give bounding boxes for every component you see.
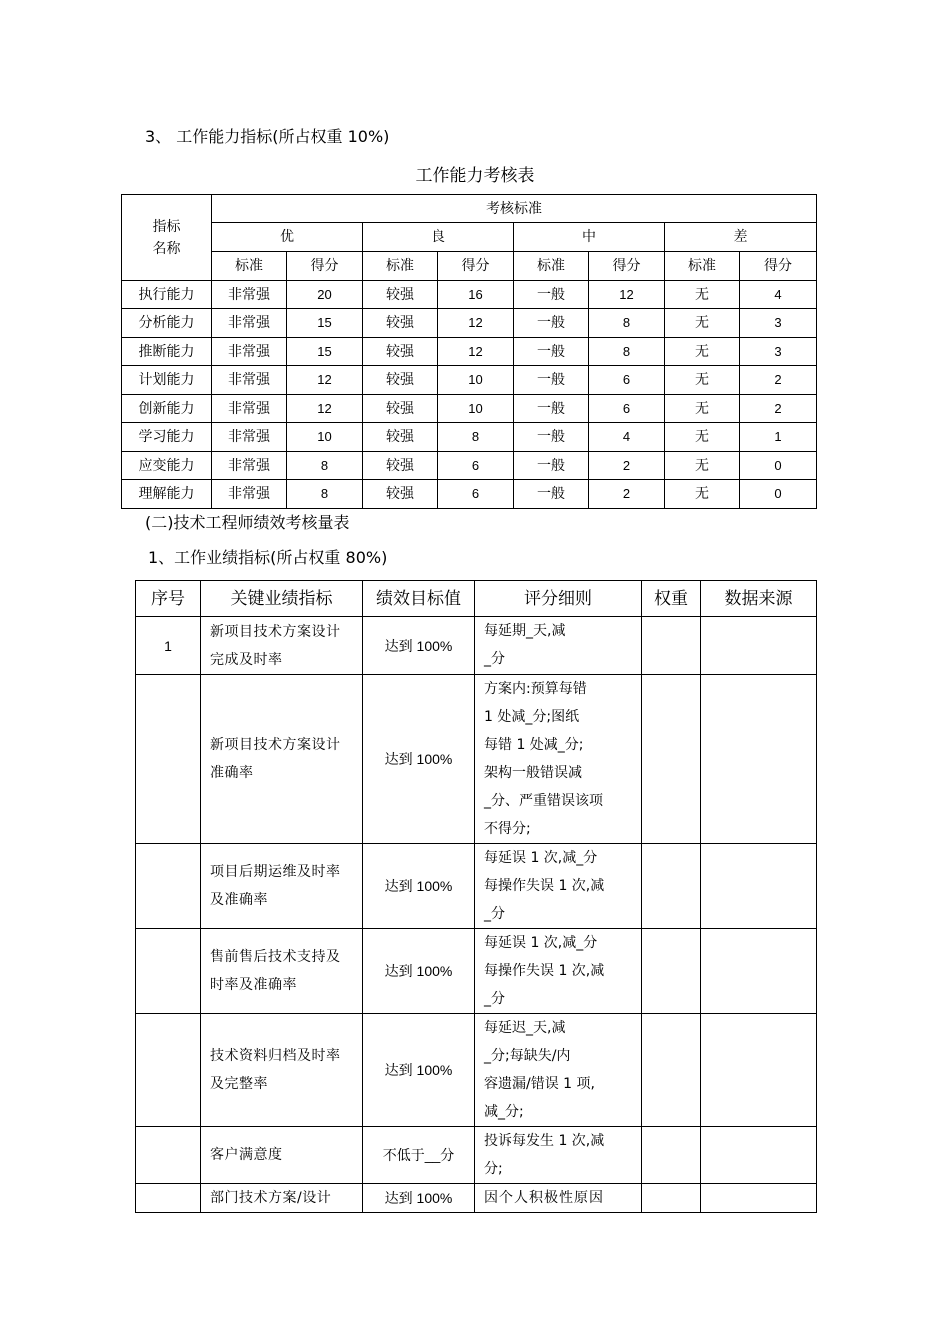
indicator-name: 理解能力 [122, 480, 212, 509]
scoring-rule: 因个人积极性原因 [475, 1184, 642, 1213]
sub-header: 得分 [287, 252, 363, 281]
target-value: 达到 100% [363, 1014, 475, 1127]
sub-header: 得分 [589, 252, 665, 281]
column-header: 序号 [136, 581, 201, 617]
scoring-rule: 投诉每发生 1 次,减 分; [475, 1127, 642, 1184]
table-cell: 非常强 [212, 395, 287, 423]
scoring-rule: 方案内:预算每错 1 处减_分;图纸 每错 1 处减_分; 架构一般错误减 _分、严重错误该项 不得分; [475, 675, 642, 844]
indicator-name: 计划能力 [122, 366, 212, 395]
corner-label: 指标 名称 [122, 195, 212, 281]
table-cell: 8 [438, 423, 514, 452]
table-cell: 较强 [363, 309, 438, 338]
column-header: 数据来源 [701, 581, 817, 617]
column-header: 评分细则 [475, 581, 642, 617]
table-cell: 3 [740, 338, 817, 366]
level-header: 中 [514, 223, 665, 252]
target-value: 不低于__分 [363, 1127, 475, 1184]
table-row [136, 617, 817, 675]
row-number [136, 929, 201, 1014]
indicator-name: 推断能力 [122, 338, 212, 366]
weight-cell [642, 675, 701, 844]
indicator-name: 应变能力 [122, 452, 212, 480]
table-row [122, 338, 817, 366]
kpi-name: 项目后期运维及时率及准确率 [201, 844, 363, 929]
table-cell: 较强 [363, 480, 438, 509]
table-cell: 2 [589, 452, 665, 480]
indicator-name: 创新能力 [122, 395, 212, 423]
table-row [122, 366, 817, 395]
table-cell: 非常强 [212, 309, 287, 338]
table-cell: 较强 [363, 423, 438, 452]
table-cell: 无 [665, 480, 740, 509]
sub-header: 得分 [740, 252, 817, 281]
table-cell: 6 [589, 366, 665, 395]
source-cell [701, 675, 817, 844]
table-cell: 3 [740, 309, 817, 338]
table-cell: 20 [287, 281, 363, 309]
row-number [136, 675, 201, 844]
table-cell: 2 [740, 395, 817, 423]
table-row [122, 395, 817, 423]
table-row [136, 1184, 817, 1213]
weight-cell [642, 929, 701, 1014]
table-cell: 非常强 [212, 452, 287, 480]
sub-header: 标准 [665, 252, 740, 281]
table-cell: 非常强 [212, 281, 287, 309]
sub-header: 标准 [212, 252, 287, 281]
source-cell [701, 844, 817, 929]
table-caption: 工作能力考核表 [415, 166, 535, 186]
table-cell: 6 [438, 452, 514, 480]
row-number: 1 [136, 617, 201, 675]
work-ability-table [121, 194, 817, 509]
weight-cell [642, 1014, 701, 1127]
table-cell: 15 [287, 338, 363, 366]
table-cell: 较强 [363, 366, 438, 395]
kpi-name: 部门技术方案/设计 [201, 1184, 363, 1213]
column-header: 绩效目标值 [363, 581, 475, 617]
table-cell: 非常强 [212, 423, 287, 452]
table-cell: 无 [665, 366, 740, 395]
column-header: 关键业绩指标 [201, 581, 363, 617]
scoring-rule: 每延迟_天,减 _分;每缺失/内 容遗漏/错误 1 项, 减_分; [475, 1014, 642, 1127]
section-heading-work-ability: 3、 工作能力指标(所占权重 10%) [145, 127, 390, 146]
table-cell: 一般 [514, 452, 589, 480]
table-cell: 10 [438, 366, 514, 395]
target-value: 达到 100% [363, 617, 475, 675]
kpi-name: 客户满意度 [201, 1127, 363, 1184]
table-cell: 10 [287, 423, 363, 452]
kpi-name: 新项目技术方案设计准确率 [201, 675, 363, 844]
table-cell: 10 [438, 395, 514, 423]
indicator-name: 执行能力 [122, 281, 212, 309]
target-value: 达到 100% [363, 844, 475, 929]
table-row [122, 452, 817, 480]
level-header: 优 [212, 223, 363, 252]
row-number [136, 1014, 201, 1127]
table-cell: 一般 [514, 480, 589, 509]
table-cell: 16 [438, 281, 514, 309]
level-header: 良 [363, 223, 514, 252]
source-cell [701, 929, 817, 1014]
table-cell: 非常强 [212, 480, 287, 509]
table-cell: 8 [589, 309, 665, 338]
target-value: 达到 100% [363, 929, 475, 1014]
table-cell: 15 [287, 309, 363, 338]
weight-cell [642, 1184, 701, 1213]
row-number [136, 1127, 201, 1184]
source-cell [701, 1127, 817, 1184]
table-cell: 非常强 [212, 338, 287, 366]
table-cell: 0 [740, 452, 817, 480]
table-row [122, 309, 817, 338]
table-cell: 8 [287, 452, 363, 480]
column-header: 权重 [642, 581, 701, 617]
table-cell: 12 [287, 366, 363, 395]
table-cell: 12 [438, 309, 514, 338]
table-cell: 较强 [363, 338, 438, 366]
table-row [136, 1014, 817, 1127]
kpi-name: 售前售后技术支持及时率及准确率 [201, 929, 363, 1014]
target-value: 达到 100% [363, 1184, 475, 1213]
table-cell: 8 [287, 480, 363, 509]
table-cell: 无 [665, 423, 740, 452]
sub-header: 标准 [363, 252, 438, 281]
section-heading-performance: 1、工作业绩指标(所占权重 80%) [148, 548, 388, 567]
weight-cell [642, 1127, 701, 1184]
sub-header: 标准 [514, 252, 589, 281]
table-row [122, 423, 817, 452]
table-cell: 无 [665, 309, 740, 338]
table-cell: 无 [665, 338, 740, 366]
table-row [122, 480, 817, 509]
table-cell: 8 [589, 338, 665, 366]
table-row [136, 929, 817, 1014]
table-cell: 6 [589, 395, 665, 423]
table-row [136, 675, 817, 844]
table-cell: 4 [589, 423, 665, 452]
performance-kpi-table [135, 580, 817, 1213]
table-cell: 12 [287, 395, 363, 423]
kpi-name: 新项目技术方案设计完成及时率 [201, 617, 363, 675]
scoring-rule: 每延误 1 次,减_分 每操作失误 1 次,减 _分 [475, 929, 642, 1014]
source-cell [701, 1184, 817, 1213]
sub-header: 得分 [438, 252, 514, 281]
table-cell: 无 [665, 452, 740, 480]
weight-cell [642, 844, 701, 929]
sub-header-row [122, 252, 817, 281]
table-row [122, 281, 817, 309]
table-row [136, 844, 817, 929]
table-row [136, 1127, 817, 1184]
group-header: 考核标准 [212, 195, 817, 223]
header-row [136, 581, 817, 617]
table-cell: 一般 [514, 366, 589, 395]
table-cell: 12 [589, 281, 665, 309]
table-cell: 12 [438, 338, 514, 366]
table-cell: 6 [438, 480, 514, 509]
source-cell [701, 617, 817, 675]
level-header: 差 [665, 223, 817, 252]
table-cell: 一般 [514, 309, 589, 338]
weight-cell [642, 617, 701, 675]
table-cell: 非常强 [212, 366, 287, 395]
section-heading-tech-engineer: (二)技术工程师绩效考核量表 [145, 513, 350, 532]
table-cell: 较强 [363, 281, 438, 309]
table-cell: 0 [740, 480, 817, 509]
source-cell [701, 1014, 817, 1127]
table-cell: 较强 [363, 395, 438, 423]
indicator-name: 学习能力 [122, 423, 212, 452]
scoring-rule: 每延误 1 次,减_分 每操作失误 1 次,减 _分 [475, 844, 642, 929]
row-number [136, 844, 201, 929]
table-cell: 一般 [514, 281, 589, 309]
table-cell: 2 [740, 366, 817, 395]
table-cell: 较强 [363, 452, 438, 480]
table-cell: 1 [740, 423, 817, 452]
table-cell: 一般 [514, 395, 589, 423]
table-cell: 无 [665, 281, 740, 309]
table-cell: 一般 [514, 338, 589, 366]
table-cell: 2 [589, 480, 665, 509]
table-cell: 4 [740, 281, 817, 309]
table-cell: 一般 [514, 423, 589, 452]
scoring-rule: 每延期_天,减 _分 [475, 617, 642, 675]
indicator-name: 分析能力 [122, 309, 212, 338]
kpi-name: 技术资料归档及时率及完整率 [201, 1014, 363, 1127]
target-value: 达到 100% [363, 675, 475, 844]
table-cell: 无 [665, 395, 740, 423]
row-number [136, 1184, 201, 1213]
